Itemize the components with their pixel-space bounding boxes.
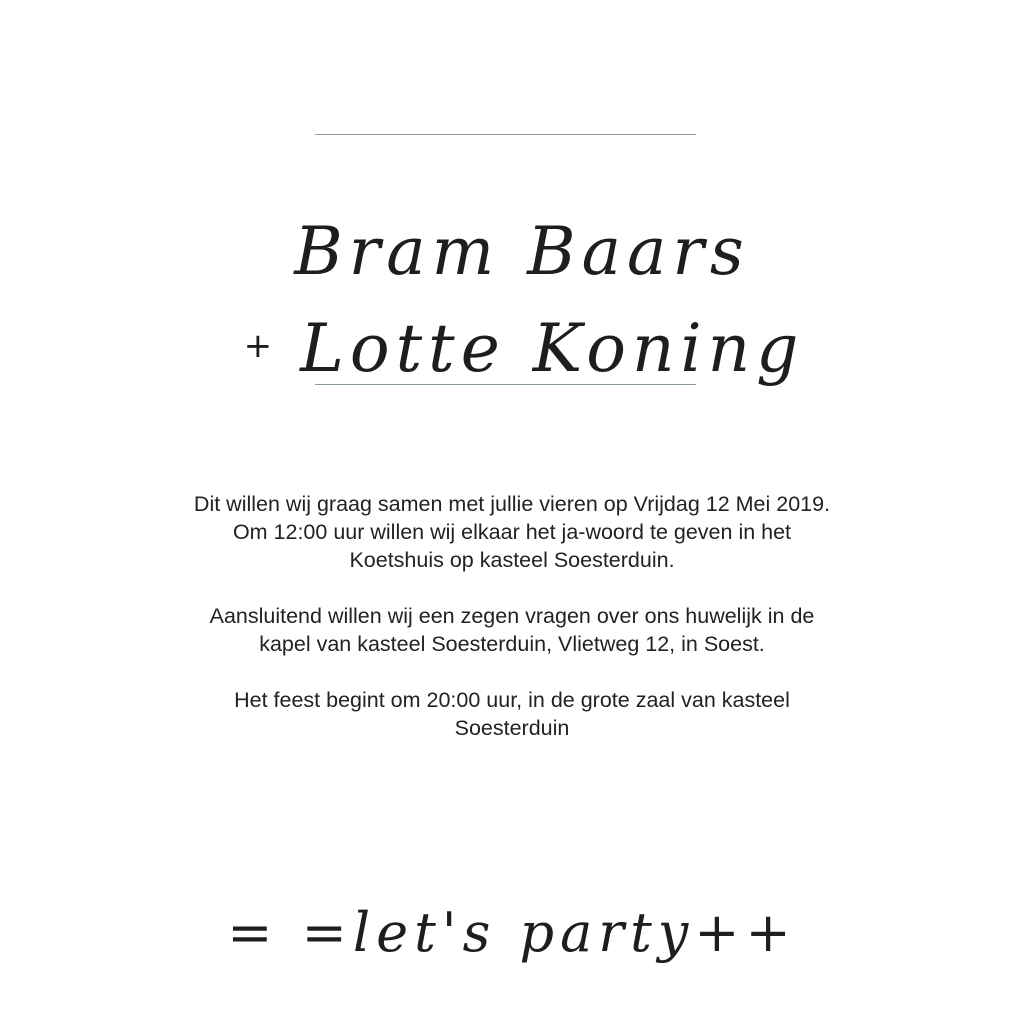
text-line: Aansluitend willen wij een zegen vragen over ons huwelijk in de [209, 604, 815, 628]
text-line: Soesterduin [454, 716, 570, 740]
bottom-divider [315, 384, 696, 385]
paragraph-party [112, 686, 912, 742]
paragraph-ceremony [112, 490, 912, 574]
plus-sign: + [243, 326, 273, 366]
text-line: Koetshuis op kasteel Soesterduin. [349, 548, 675, 572]
bride-name: Lotte Koning [300, 310, 805, 387]
text-line: Om 12:00 uur willen wij elkaar het ja-woord te geven in het [232, 520, 792, 544]
text-line: kapel van kasteel Soesterduin, Vlietweg 12, in Soest. [259, 632, 765, 656]
top-divider [315, 134, 696, 135]
paragraph-blessing [112, 602, 912, 658]
groom-name: Bram Baars [294, 213, 750, 290]
closing-slogan: = =let's party++ [227, 901, 797, 964]
text-line: Dit willen wij graag samen met jullie vieren op Vrijdag 12 Mei 2019. [193, 492, 831, 516]
text-line: Het feest begint om 20:00 uur, in de grote zaal van kasteel [234, 688, 790, 712]
invitation-text [112, 490, 912, 770]
bride-line [0, 306, 1024, 389]
